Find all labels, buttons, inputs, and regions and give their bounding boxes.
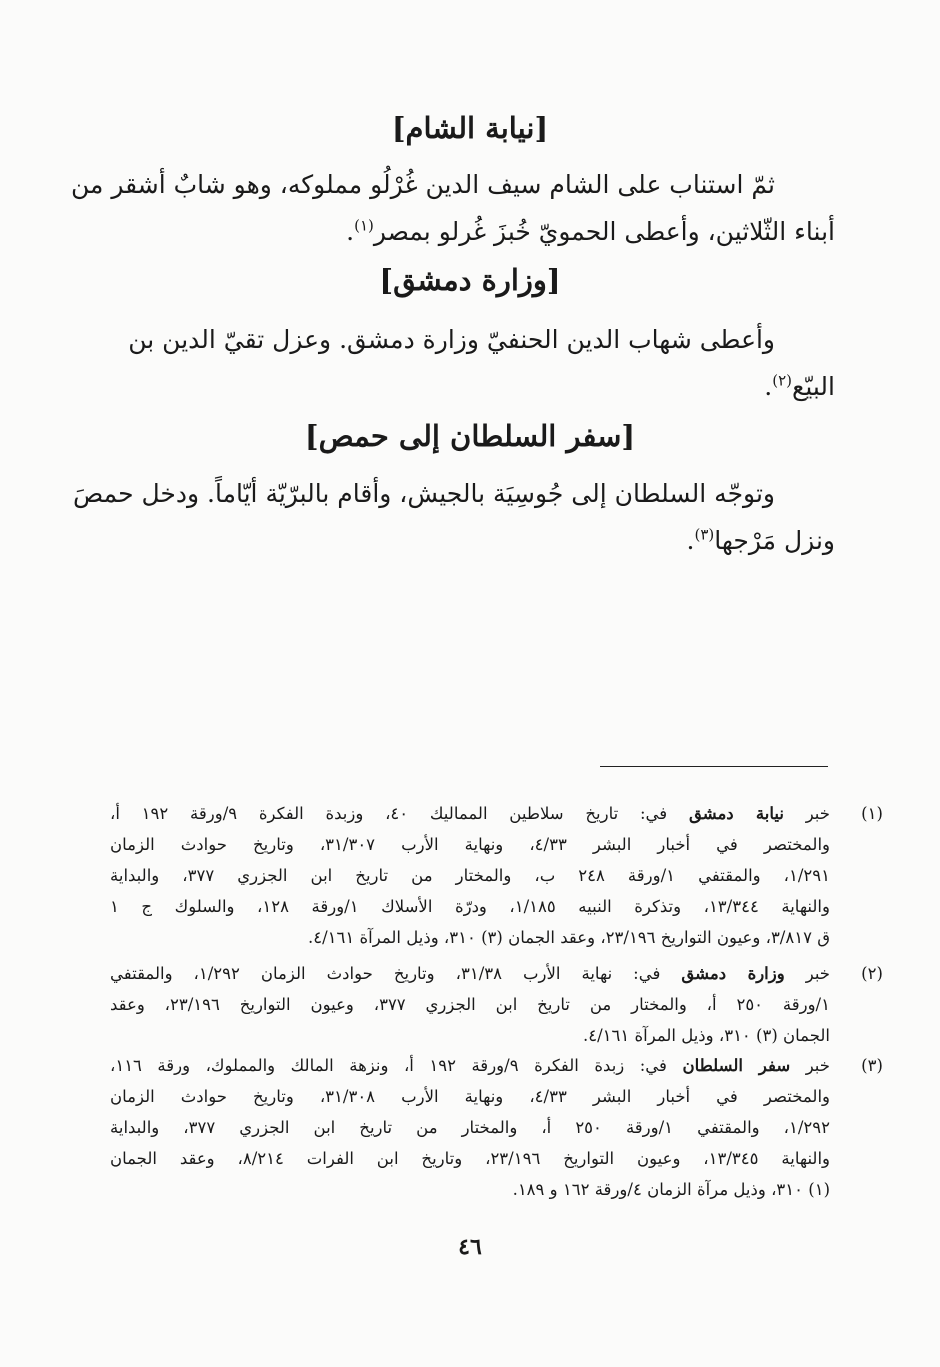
footnote-line: [110, 798, 830, 829]
paragraph-line: وتوجّه السلطان إلى جُوسِيَة بالجيش، وأقام بالبرّيّة أيّاماً. ودخل حمصَ: [73, 479, 775, 508]
line-end: .: [346, 217, 355, 246]
footnote-line: [110, 1050, 830, 1081]
footnote-line: الجمان (٣) ٣١٠، وذيل المرآة ٤/١٦١.: [582, 1026, 830, 1045]
footnote-topic: وزارة دمشق: [681, 964, 785, 983]
section-heading: [وزارة دمشق]: [379, 263, 561, 297]
footnote-line: ق ٣/٨١٧، وعيون التواريخ ٢٣/١٩٦، وعقد الجمان (٣) ٣١٠، وذيل المرآة ٤/١٦١.: [308, 928, 830, 947]
footnote-number: (٢): [861, 964, 883, 983]
section-heading: [نيابة الشام]: [391, 111, 549, 145]
footnote-text: في: زبدة الفكرة ٩/ورقة ١٩٢ أ، ونزهة المالك والمملوك، ورقة ١١٦،: [110, 1056, 667, 1075]
footnote-line: (١) ٣١٠، وذيل مرآة الزمان ٤/ورقة ١٦٢ و ١٨٩.: [512, 1180, 830, 1199]
footnote-lead: خبر: [805, 804, 830, 823]
footnote-marker[interactable]: (٢): [772, 371, 793, 390]
line-end: .: [764, 372, 773, 401]
footnote-lead: خبر: [805, 1056, 830, 1075]
section-heading: [سفر السلطان إلى حمص]: [304, 419, 636, 453]
footnote-line: والمختصر في أخبار البشر ٤/٣٣، ونهاية الأرب ٣١/٣٠٨، وتاريخ حوادث الزمان: [110, 1087, 831, 1106]
footnote-text: في: نهاية الأرب ٣١/٣٨، وتاريخ حوادث الزمان ١/٢٩٢، والمقتفي: [110, 964, 661, 983]
paragraph-line: [110, 363, 835, 410]
footnote-topic: سفر السلطان: [682, 1056, 791, 1075]
footnote-line: والنهاية ١٣/٣٤٥، وعيون التواريخ ٢٣/١٩٦، وتاريخ ابن الفرات ٨/٢١٤، وعقد الجمان: [110, 1149, 831, 1168]
footnote-separator: [600, 766, 828, 767]
paragraph-line: [110, 517, 835, 564]
footnote-line: والمختصر في أخبار البشر ٤/٣٣، ونهاية الأرب ٣١/٣٠٧، وتاريخ حوادث الزمان: [110, 835, 831, 854]
footnote-line: والنهاية ١٣/٣٤٤، وتذكرة النبيه ١/١٨٥، ودرّة الأسلاك ١/ورقة ١٢٨، والسلوك ج ١: [110, 897, 830, 916]
paragraph: [70, 161, 835, 255]
paragraph: [110, 316, 835, 410]
footnote: [110, 958, 883, 1051]
footnote-topic: نيابة دمشق: [688, 804, 784, 823]
footnote-text: في: تاريخ سلاطين المماليك ٤٠، وزبدة الفكرة ٩/ورقة ١٩٢ أ،: [110, 804, 668, 823]
line-text: البيّع: [792, 372, 835, 401]
footnote-line: ١/ورقة ٢٥٠ أ، والمختار من تاريخ ابن الجزري ٣٧٧، وعيون التواريخ ٢٣/١٩٦، وعقد: [110, 995, 830, 1014]
line-text: أبناء الثّلاثين، وأعطى الحمويّ خُبزَ غُرلو بمصر: [373, 217, 835, 246]
footnote-line: ١/٢٩١، والمقتفي ١/ورقة ٢٤٨ ب، والمختار من تاريخ ابن الجزري ٣٧٧، والبداية: [110, 866, 831, 885]
footnote-marker[interactable]: (٣): [694, 525, 715, 544]
footnote-line: [110, 958, 830, 989]
footnote-number: (١): [861, 804, 883, 823]
footnote: [110, 798, 883, 953]
paragraph-line: وأعطى شهاب الدين الحنفيّ وزارة دمشق. وعزل تقيّ الدين بن: [128, 325, 775, 354]
footnote-lead: خبر: [805, 964, 831, 983]
line-text: ونزل مَرْجها: [714, 526, 835, 555]
footnote-number: (٣): [861, 1056, 883, 1075]
paragraph-line: ثمّ استناب على الشام سيف الدين غُرْلُو مملوكه، وهو شابٌ أشقر من: [70, 170, 775, 199]
footnote-marker[interactable]: (١): [354, 216, 374, 235]
paragraph-line: [110, 208, 835, 255]
paragraph: [73, 470, 835, 564]
page-number: ٤٦: [458, 1234, 482, 1260]
footnote-line: ١/٢٩٢، والمقتفي ١/ورقة ٢٥٠ أ، والمختار من تاريخ ابن الجزري ٣٧٧، والبداية: [110, 1118, 830, 1137]
line-end: .: [686, 526, 695, 555]
footnote: [110, 1050, 883, 1205]
